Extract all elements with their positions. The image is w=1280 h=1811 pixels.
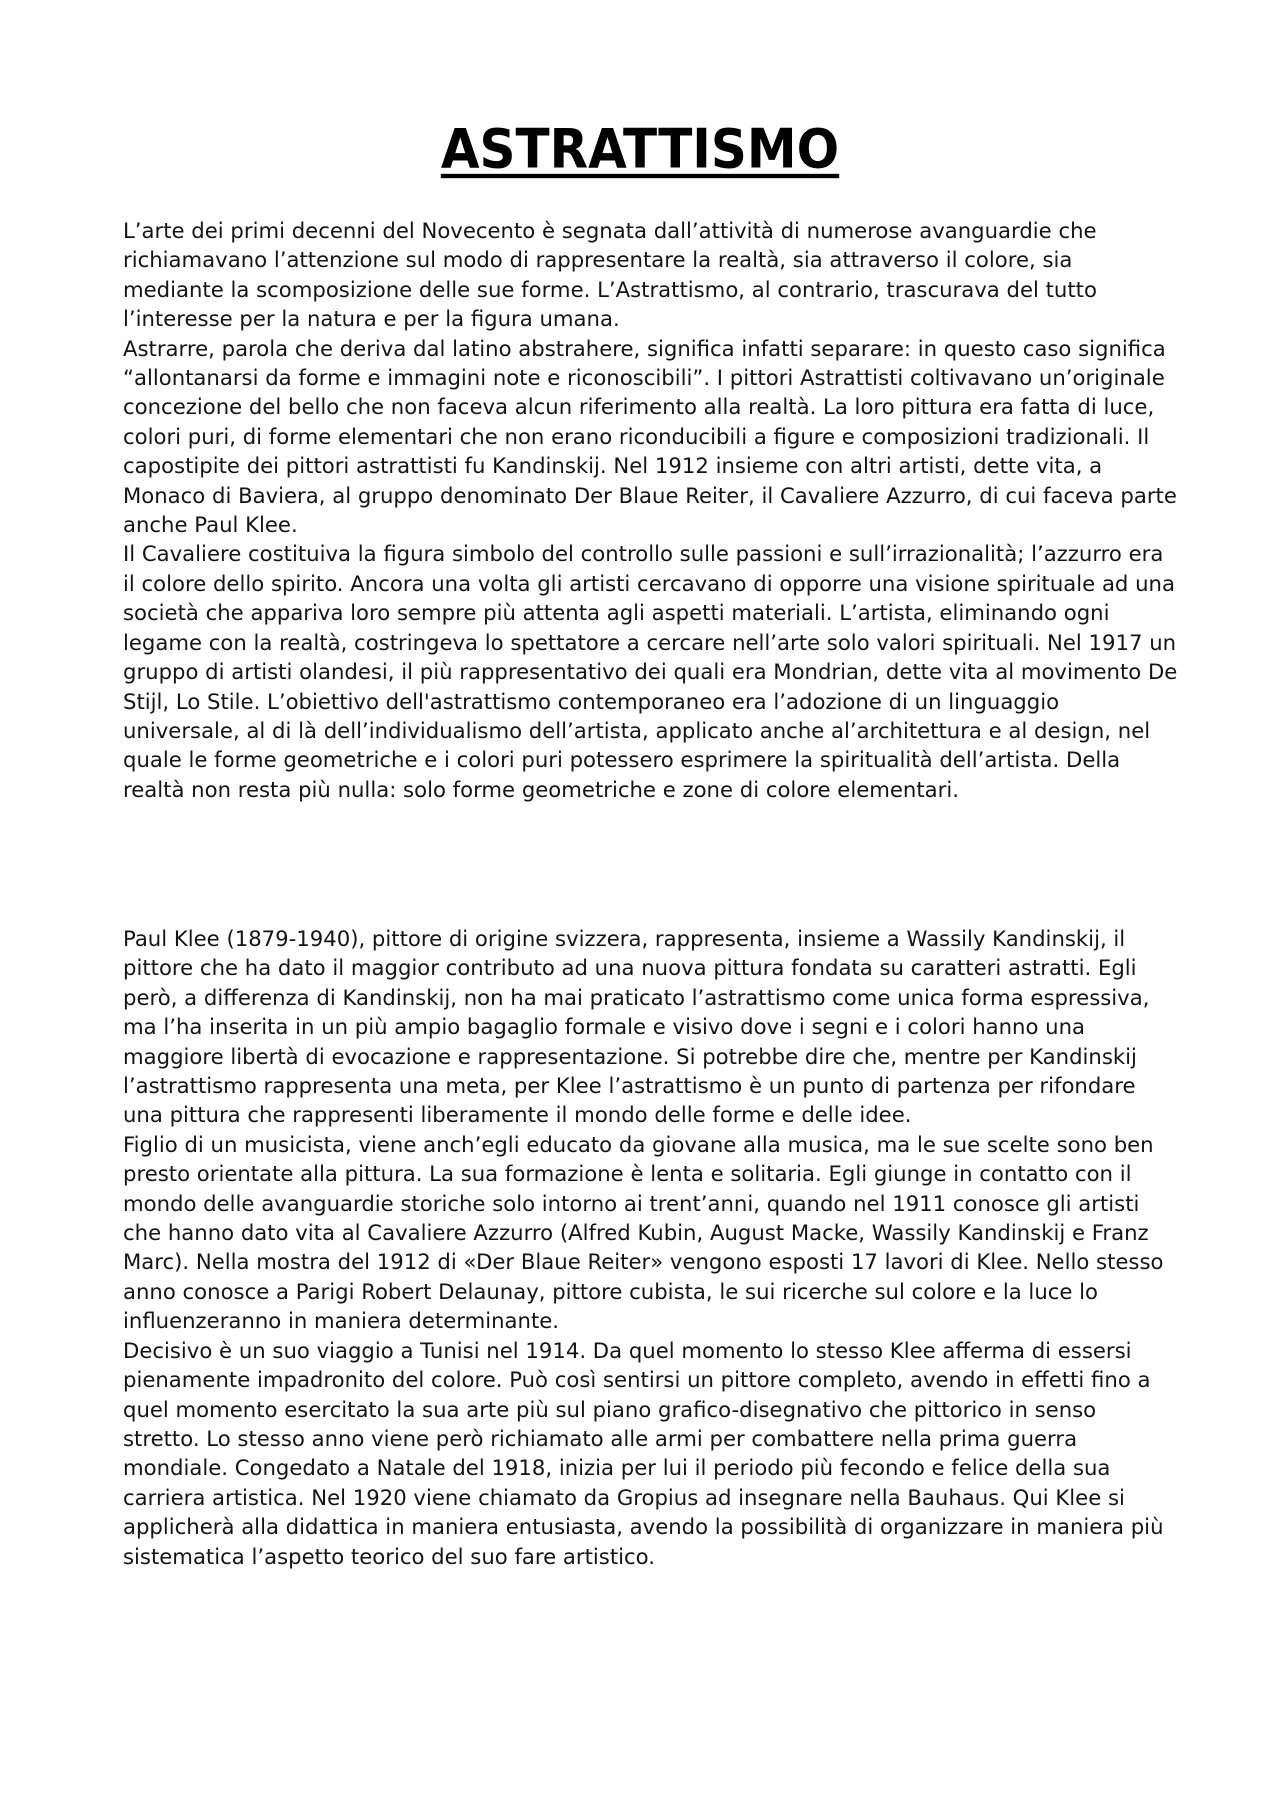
- section-astrattismo: [123, 216, 1178, 804]
- paragraph: Il Cavaliere costituiva la figura simbolo del controllo sulle passioni e sull’irrazionalità; l’azzurro era il colore dello spirito. Ancora una volta gli artisti cercavano di opporre una visione spirituale ad una società che appariva loro sempre più attenta agli aspetti materiali. L’artista, eliminando ogni legame con la realtà, costringeva lo spettatore a cercare nell’arte solo valori spirituali. Nel 1917 un gruppo di artisti olandesi, il più rappresentativo dei quali era Mondrian, dette vita al movimento De Stijl, Lo Stile. L’obiettivo dell'astrattismo contemporaneo era l’adozione di un linguaggio universale, al di là dell’individualismo dell’artista, applicato anche al’architettura e al design, nel quale le forme geometriche e i colori puri potessero esprimere la spiritualità dell’artista. Della realtà non resta più nulla: solo forme geometriche e zone di colore elementari.: [123, 541, 1178, 802]
- paragraph: Figlio di un musicista, viene anch’egli educato da giovane alla musica, ma le sue scelte sono ben presto orientate alla pittura. La sua formazione è lenta e solitaria. Egli giunge in contatto con il mondo delle avanguardie storiche solo intorno ai trent’anni, quando nel 1911 conosce gli artisti che hanno dato vita al Cavaliere Azzurro (Alfred Kubin, August Macke, Wassily Kandinskij e Franz Marc). Nella mostra del 1912 di «Der Blaue Reiter» vengono esposti 17 lavori di Klee. Nello stesso anno conosce a Parigi Robert Delaunay, pittore cubista, le sui ricerche sul colore e la luce lo influenzeranno in maniera determinante.: [123, 1131, 1164, 1334]
- paragraph: Decisivo è un suo viaggio a Tunisi nel 1914. Da quel momento lo stesso Klee afferma di essersi pienamente impadronito del colore. Può così sentirsi un pittore completo, avendo in effetti fino a quel momento esercitato la sua arte più sul piano grafico-disegnativo che pittorico in senso stretto. Lo stesso anno viene però richiamato alle armi per combattere nella prima guerra mondiale. Congedato a Natale del 1918, inizia per lui il periodo più fecondo e felice della sua carriera artistica. Nel 1920 viene chiamato da Gropius ad insegnare nella Bauhaus. Qui Klee si applicherà alla didattica in maniera entusiasta, avendo la possibilità di organizzare in maniera più sistematica l’aspetto teorico del suo fare artistico.: [123, 1337, 1164, 1569]
- page-title: [0, 118, 1280, 180]
- section-paul-klee: [123, 924, 1178, 1571]
- page-title-text: ASTRATTISMO: [440, 117, 840, 181]
- paragraph: Paul Klee (1879-1940), pittore di origine svizzera, rappresenta, insieme a Wassily Kandinskij, il pittore che ha dato il maggior contributo ad una nuova pittura fondata su caratteri astratti. Egli però, a differenza di Kandinskij, non ha mai praticato l’astrattismo come unica forma espressiva, ma l’ha inserita in un più ampio bagaglio formale e visivo dove i segni e i colori hanno una maggiore libertà di evocazione e rappresentazione. Si potrebbe dire che, mentre per Kandinskij l’astrattismo rappresenta una meta, per Klee l’astrattismo è un punto di partenza per rifondare una pittura che rappresenti liberamente il mondo delle forme e delle idee.: [123, 926, 1150, 1128]
- paragraph: Astrarre, parola che deriva dal latino abstrahere, significa infatti separare: in questo caso significa “allontanarsi da forme e immagini note e riconoscibili”. I pittori Astrattisti coltivavano un’originale concezione del bello che non faceva alcun riferimento alla realtà. La loro pittura era fatta di luce, colori puri, di forme elementari che non erano riconducibili a figure e composizioni tradizionali. Il capostipite dei pittori astrattisti fu Kandinskij. Nel 1912 insieme con altri artisti, dette vita, a Monaco di Baviera, al gruppo denominato Der Blaue Reiter, il Cavaliere Azzurro, di cui faceva parte anche Paul Klee.: [123, 335, 1177, 538]
- paragraph: L’arte dei primi decenni del Novecento è segnata dall’attività di numerose avanguardie che richiamavano l’attenzione sul modo di rappresentare la realtà, sia attraverso il colore, sia mediante la scomposizione delle sue forme. L’Astrattismo, al contrario, trascurava del tutto l’interesse per la natura e per la figura umana.: [123, 218, 1097, 332]
